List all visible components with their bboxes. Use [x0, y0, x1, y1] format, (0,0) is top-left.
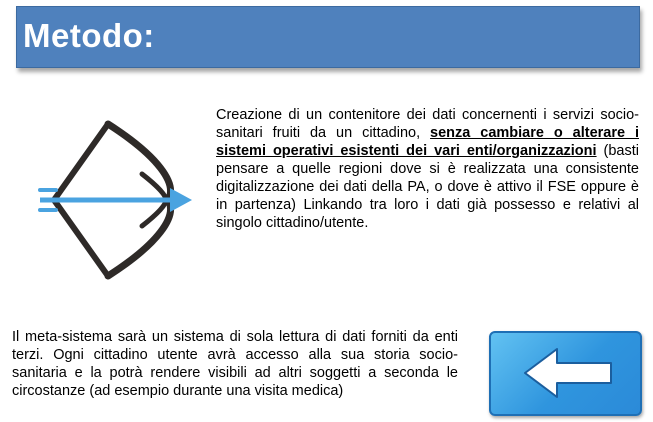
- back-button[interactable]: [489, 331, 642, 416]
- description-lead: Creazione di un contenitore dei dati concernenti i servizi socio-sanitari fruiti da un cittadino,: [216, 107, 639, 141]
- meta-system-description: Il meta-sistema sarà un sistema di sola lettura di dati forniti da enti terzi. Ogni cittadino utente avrà accesso alla sua storia socio-sanitaria e la potrà rendere visibili ad altri soggetti a seconda le circostanze (ad esempio durante una visita medica): [12, 329, 458, 399]
- page-title: Metodo:: [23, 17, 155, 54]
- title-bar: [16, 6, 640, 68]
- bow-and-arrow-icon: [30, 104, 196, 280]
- method-description: [216, 106, 639, 232]
- bow-illustration: [30, 104, 196, 280]
- left-arrow-icon: [491, 333, 640, 414]
- description-emphasis: senza cambiare o alterare i sistemi operativi esistenti dei vari enti/organizzazioni: [216, 125, 639, 159]
- description-rest: (basti pensare a quelle regioni dove si è realizzata una consistente digitalizzazione dei dati della PA, o dove è attivo il FSE oppure è in partenza) Linkando tra loro i dati già possesso e relativi al singolo cittadino/utente.: [216, 143, 639, 231]
